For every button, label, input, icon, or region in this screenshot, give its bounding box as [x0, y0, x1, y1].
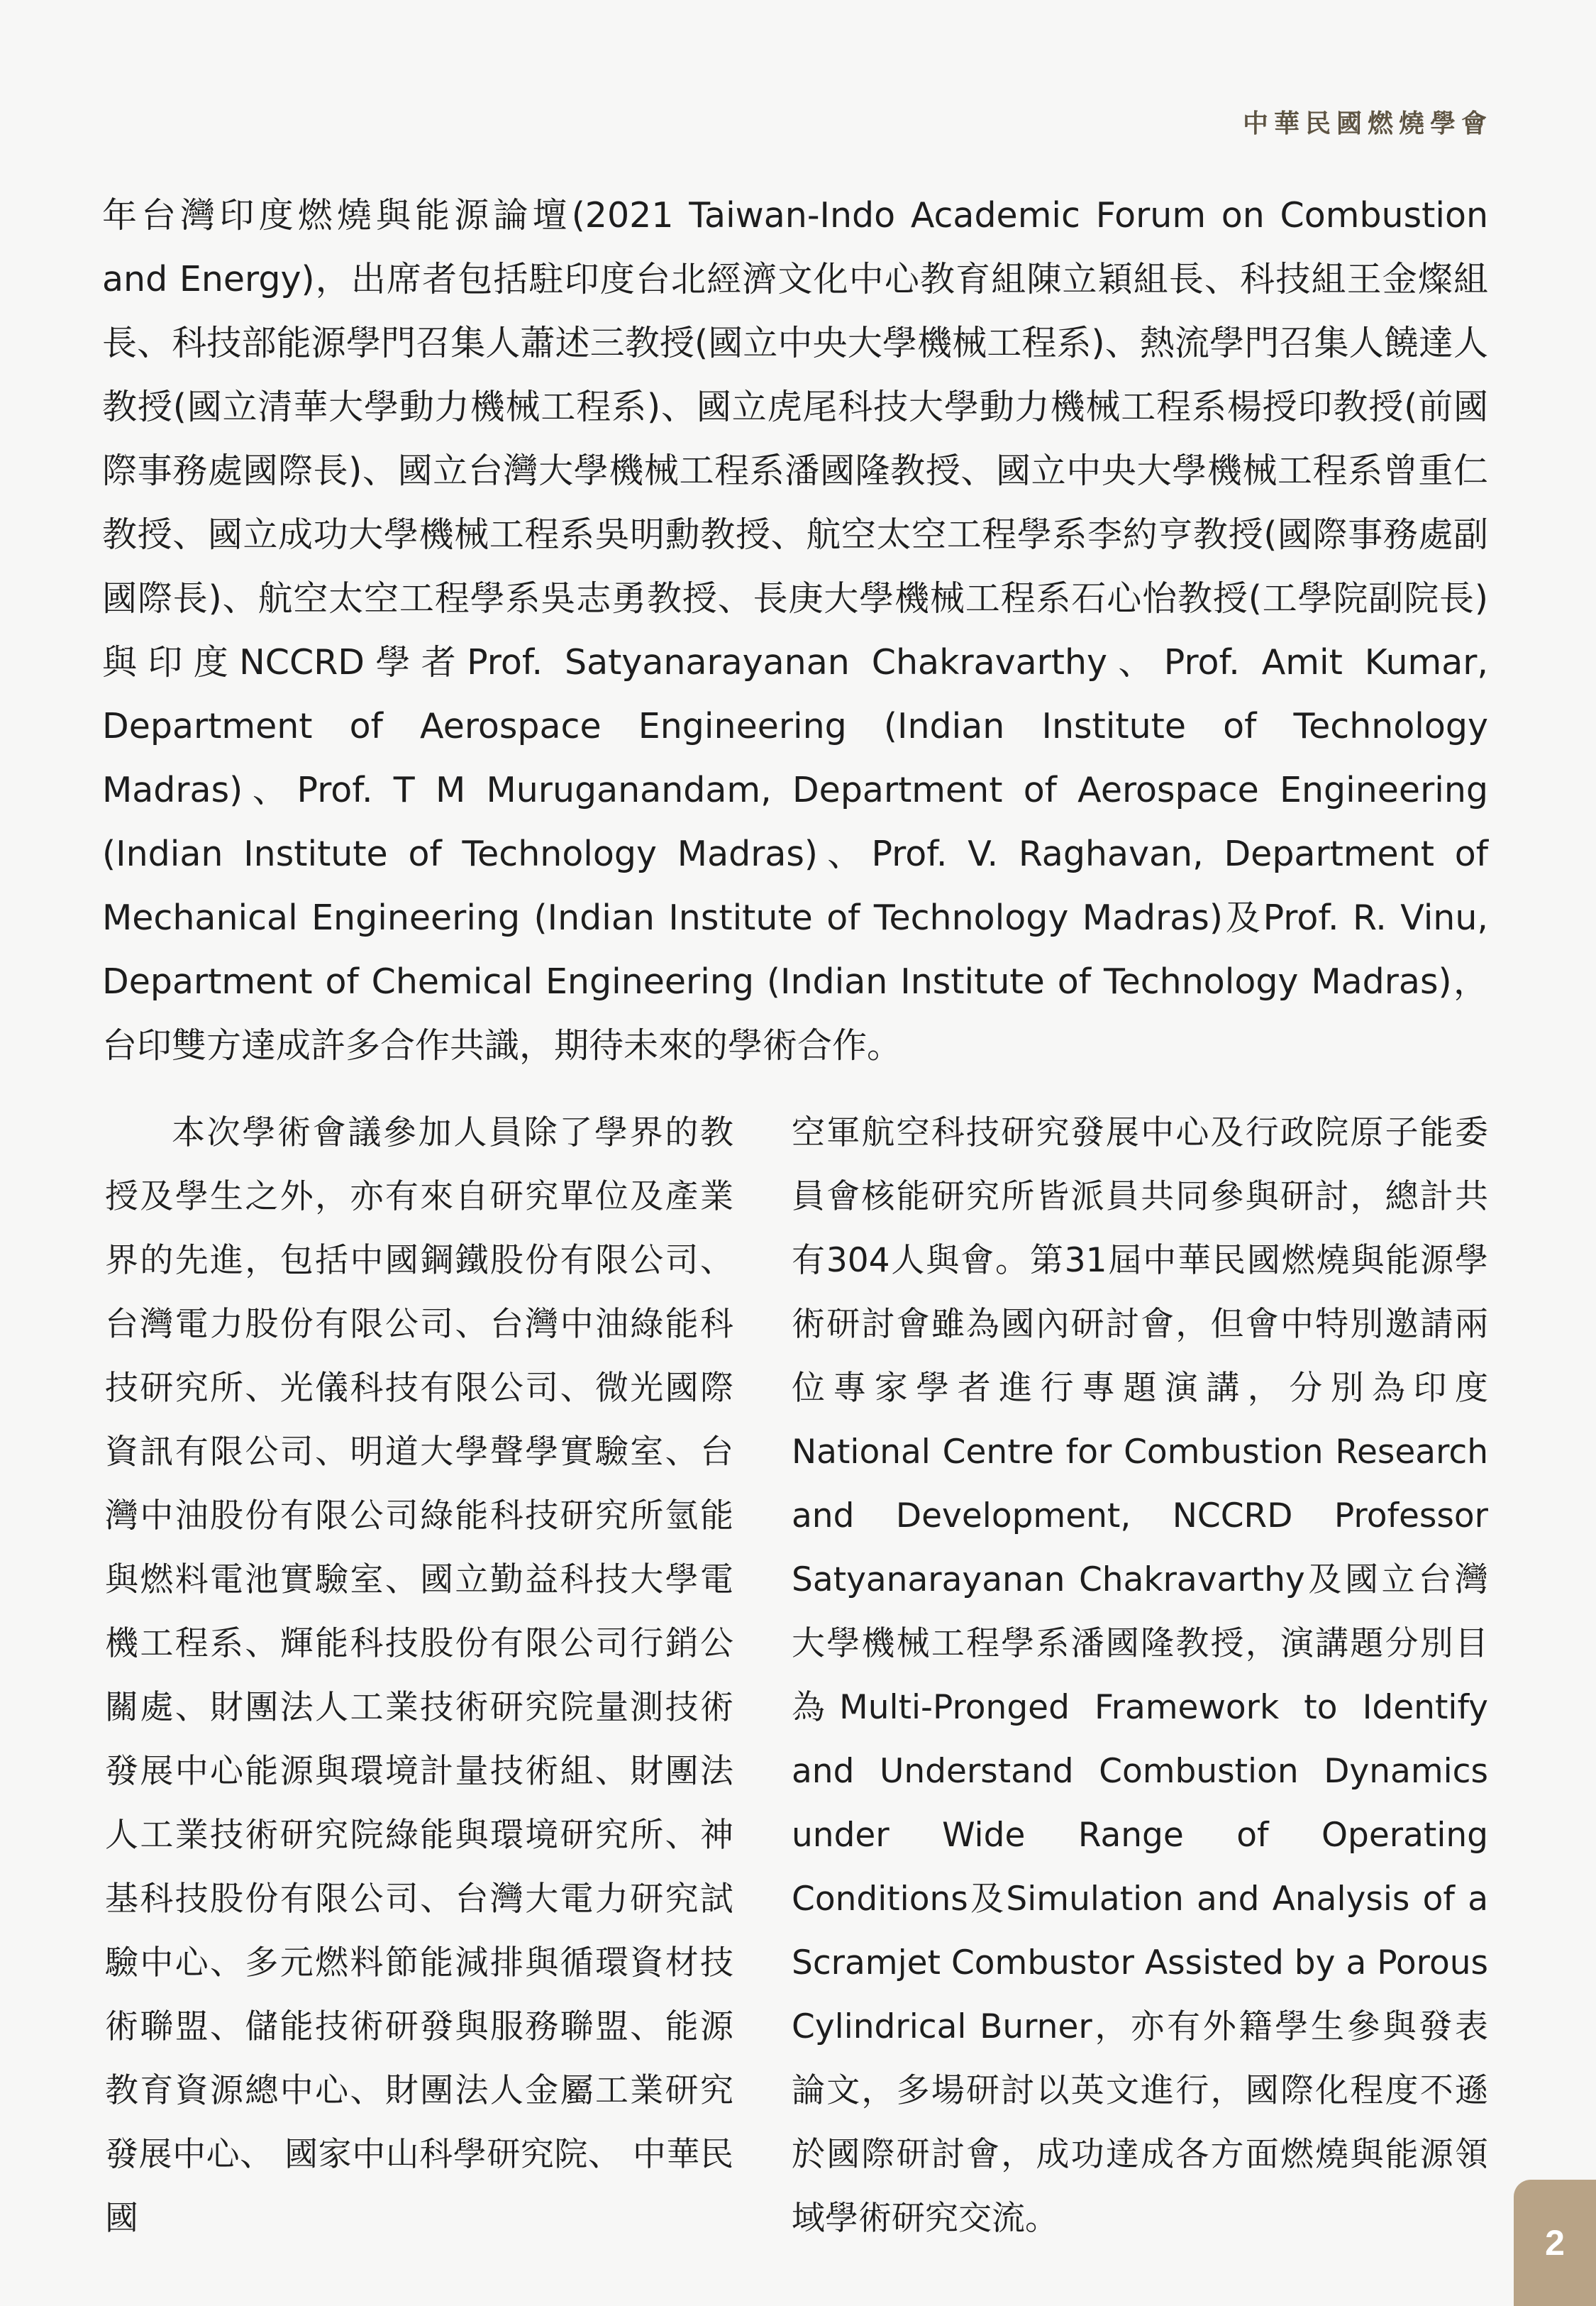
page-number: 2	[1545, 2223, 1565, 2263]
society-header: 中華民國燃燒學會	[1242, 109, 1492, 138]
left-column-text: 本次學術會議參加人員除了學界的教授及學生之外，亦有來自研究單位及產業界的先進，包括中國鋼鐵股份有限公司、台灣電力股份有限公司、台灣中油綠能科技研究所、光儀科技有限公司、微光國際資訊有限公司、明道大學聲學實驗室、台灣中油股份有限公司綠能科技研究所氫能與燃料電池實驗室、國立勤益科技大學電機工程系、輝能科技股份有限公司行銷公關處、財團法人工業技術研究院量測技術發展中心能源與環境計量技術組、財團法人工業技術研究院綠能與環境研究所、神基科技股份有限公司、台灣大電力研究試驗中心、多元燃料節能減排與循環資材技術聯盟、儲能技術研發與服務聯盟、能源教育資源總中心、財團法人金屬工業研究發展中心、 國家中山科學研究院、 中華民國	[105, 1113, 733, 2238]
page-number-tab	[1514, 2180, 1596, 2306]
left-column-paragraph	[105, 1101, 733, 2251]
right-column-paragraph: 空軍航空科技研究發展中心及行政院原子能委員會核能研究所皆派員共同參與研討，總計共有304人與會。第31屆中華民國燃燒與能源學術研討會雖為國內研討會，但會中特別邀請兩位專家學者進行專題演講，分別為印度National Centre for Combustion Research and Development, NCCRD Professor Satyanarayanan Chakravarthy及國立台灣大學機械工程學系潘國隆教授，演講題分別目為Multi-Pronged Framework to Identify and Understand Combustion Dynamics under Wide Range of Operating Conditions及Simulation and Analysis of a Scramjet Combustor Assisted by a Porous Cylindrical Burner，亦有外籍學生參與發表論文，多場研討以英文進行，國際化程度不遜於國際研討會，成功達成各方面燃燒與能源領域學術研究交流。	[792, 1113, 1488, 2238]
intro-paragraph: 年台灣印度燃燒與能源論壇(2021 Taiwan-Indo Academic Forum on Combustion and Energy)，出席者包括駐印度台北經濟文化中心教育組陳立穎組長、科技組王金燦組長、科技部能源學門召集人蕭述三教授(國立中央大學機械工程系)、熱流學門召集人饒達人教授(國立清華大學動力機械工程系)、國立虎尾科技大學動力機械工程系楊授印教授(前國際事務處國際長)、國立台灣大學機械工程系潘國隆教授、國立中央大學機械工程系曾重仁教授、國立成功大學機械工程系吳明勳教授、航空太空工程學系李約亨教授(國際事務處副國際長)、航空太空工程學系吳志勇教授、長庚大學機械工程系石心怡教授(工學院副院長)與印度NCCRD學者Prof. Satyanarayanan Chakravarthy、Prof. Amit Kumar, Department of Aerospace Engineering (Indian Institute of Technology Madras)、Prof. T M Muruganandam, Department of Aerospace Engineering (Indian Institute of Technology Madras)、Prof. V. Raghavan, Department of Mechanical Engineering (Indian Institute of Technology Madras)及Prof. R. Vinu, Department of Chemical Engineering (Indian Institute of Technology Madras)，台印雙方達成許多合作共識，期待未來的學術合作。	[102, 195, 1488, 1066]
